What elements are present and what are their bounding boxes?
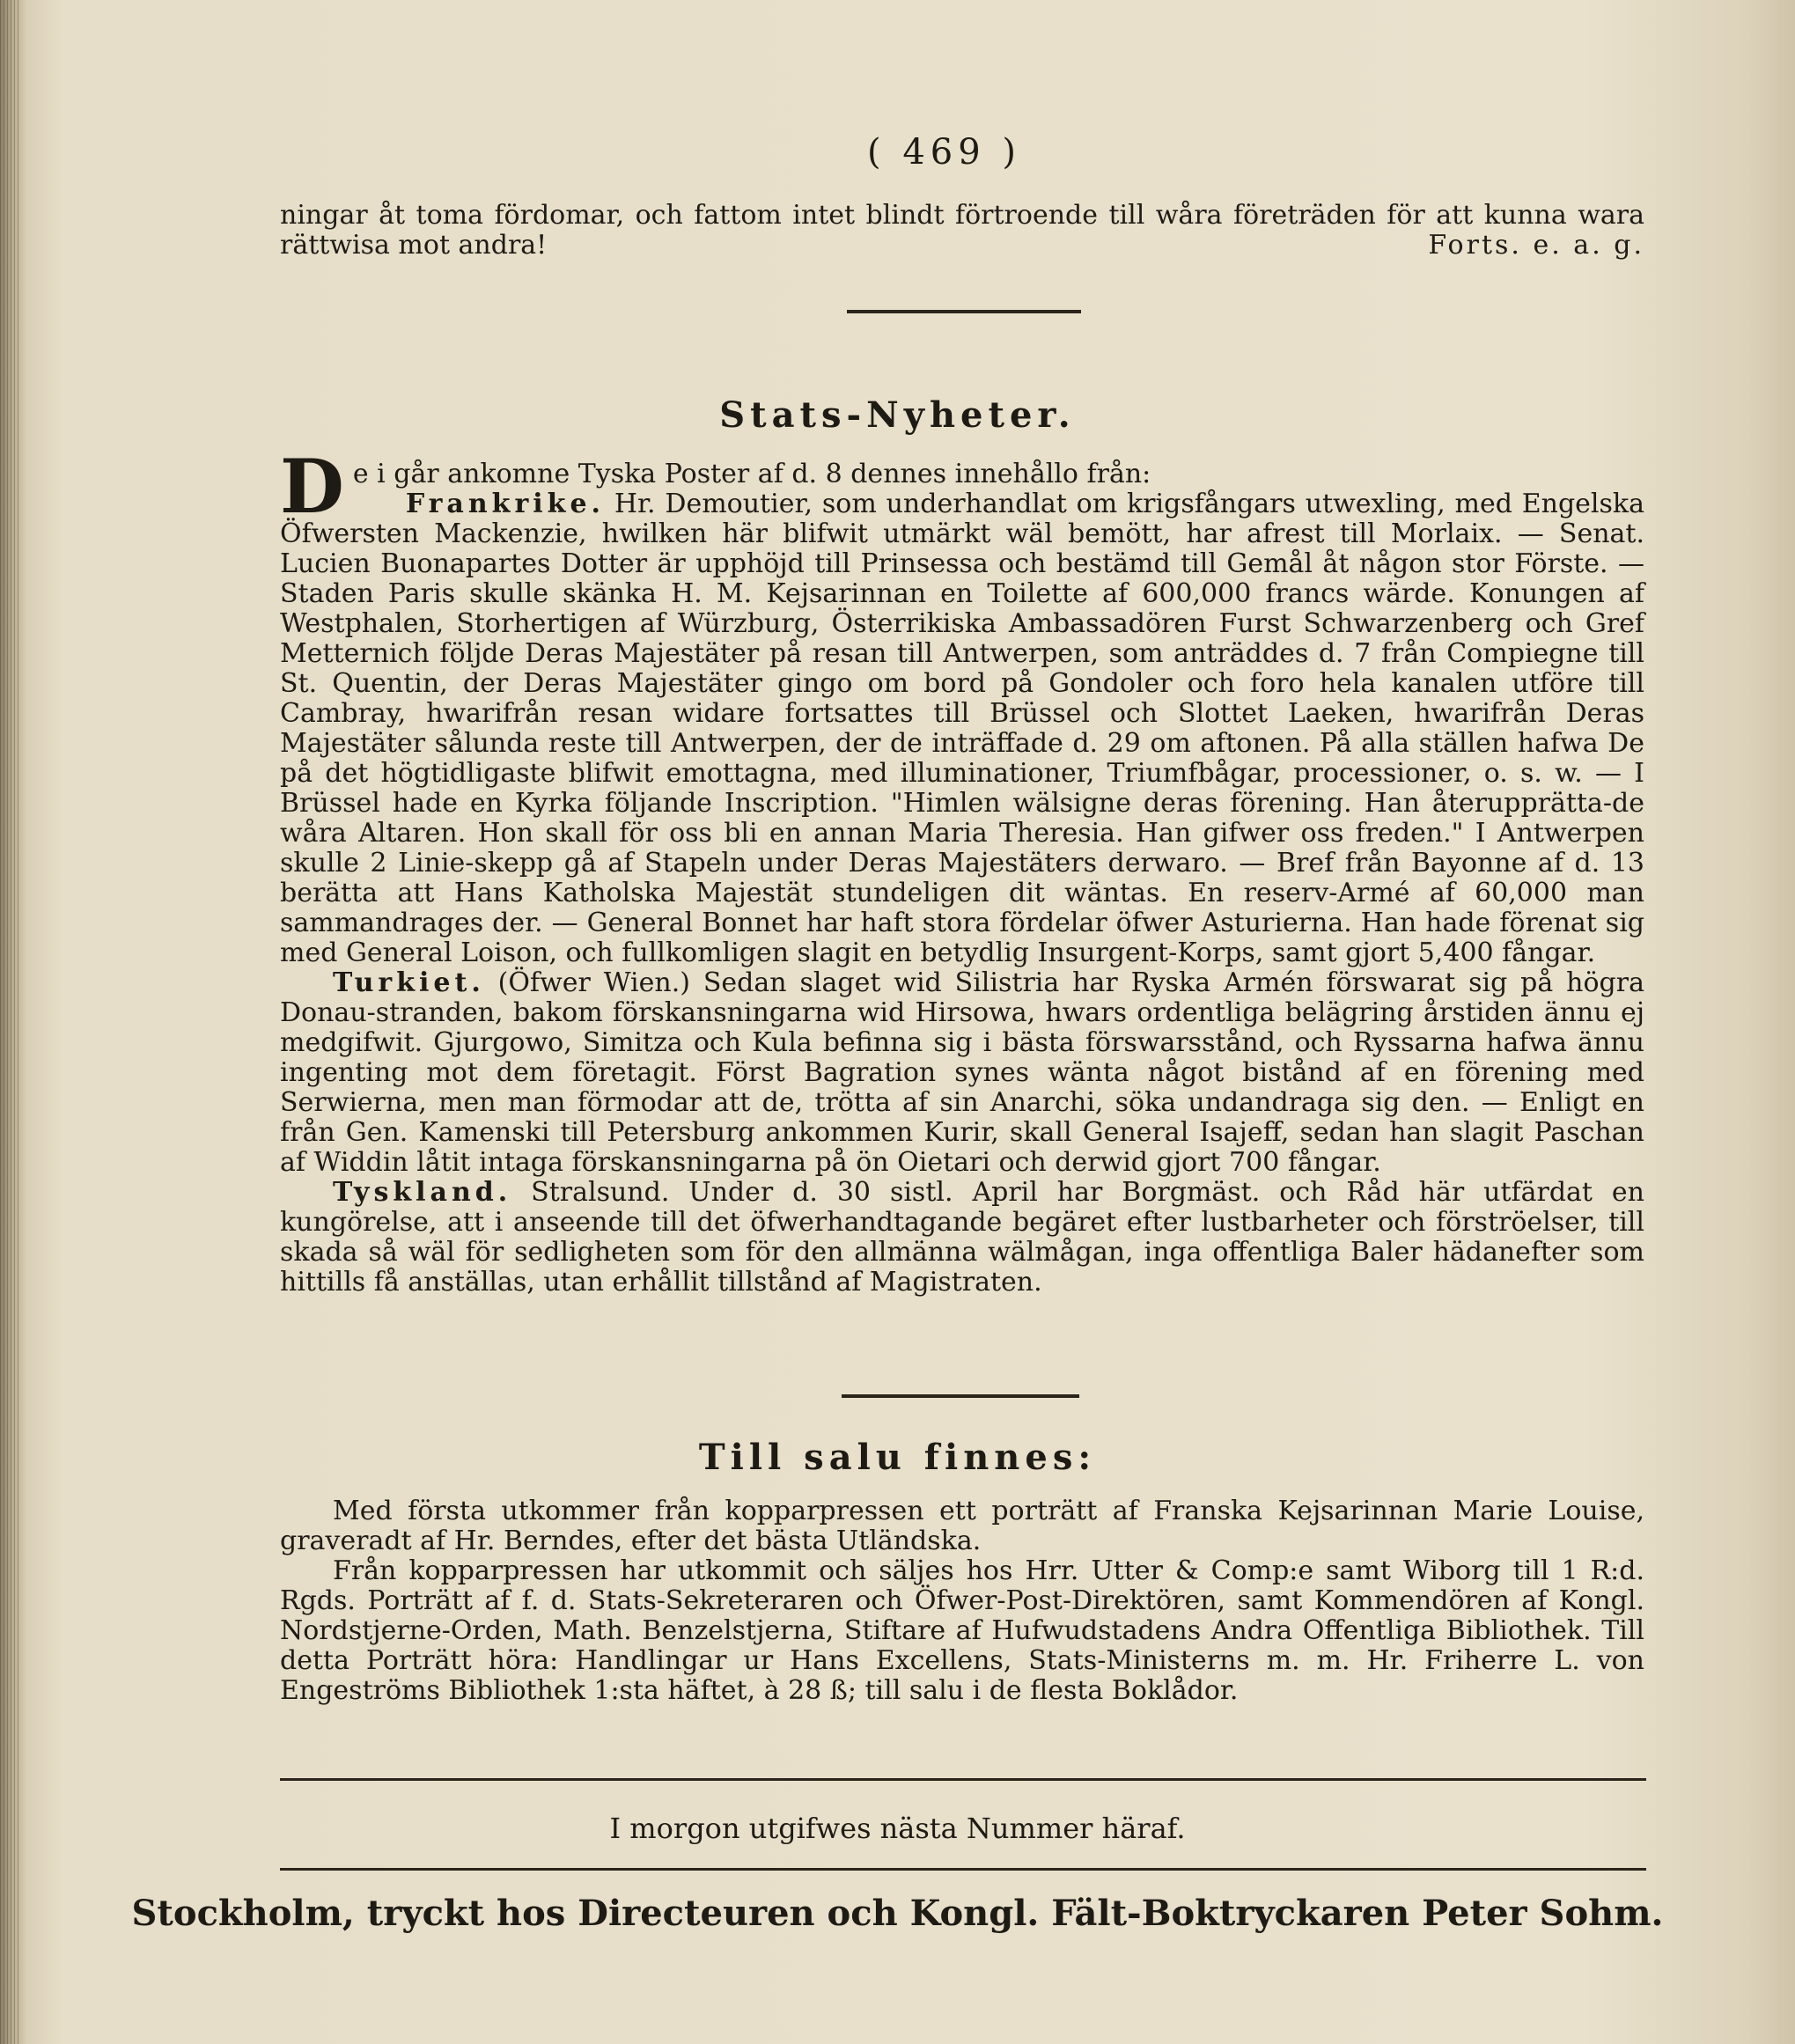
next-number-notice: I morgon utgifwes nästa Nummer häraf. xyxy=(609,1812,1186,1845)
france-paragraph xyxy=(280,489,1644,968)
page-number: ( 469 ) xyxy=(867,132,1021,173)
news-heading: Stats-Nyheter. xyxy=(719,394,1076,436)
turkey-text: (Öfwer Wien.) Sedan slaget wid Silistria har Ryska Armén förswarat sig på högra Donau-stranden, bakom förskansningarna wid Hirsowa, hwars ordentliga belägring årstiden ännu ej medgifwit. Gjurgowo, Simitza och Kula befinna sig i bästa förswarsstånd, och Ryssarna hafwa ännu ingenting mot dem företagit. Först Bagration synes wänta något bistånd af en förening med Serwierna, men man förmodar att de, trötta af sin Anarchi, söka undandraga sig den. — Enligt en från Gen. Kamenski till Petersburg ankommen Kurir, skall General Isajeff, sedan han slagit Paschan af Widdin låtit intaga förskansningarna på ön Oietari och derwid gjort 700 fångar. xyxy=(280,967,1644,1178)
germany-text: Stralsund. Under d. 30 sistl. April har Borgmäst. och Råd här utfärdat en kungörelse, att i anseende till det öfwerhandtagande begäret efter lustbarheter och förströelser, till skada så wäl för sedligheten som för den allmänna wälmågan, inga offentliga Baler hädanefter som hittills få anställas, utan erhållit tillstånd af Magistraten. xyxy=(280,1177,1644,1298)
turkey-label: Turkiet. xyxy=(333,967,485,998)
news-opening-text: e i går ankomne Tyska Poster af d. 8 dennes innehållo från: xyxy=(352,459,1151,489)
france-label: Frankrike. xyxy=(405,489,605,519)
sale-section xyxy=(280,1496,1644,1706)
divider-bottom-2 xyxy=(280,1868,1646,1871)
news-section xyxy=(280,443,1644,1298)
turkey-paragraph xyxy=(280,968,1644,1178)
sale-item-portrait-empress: Med första utkommer från kopparpressen ett porträtt af Franska Kejsarinnan Marie Louise, graveradt af Hr. Berndes, efter det bästa Utländska. xyxy=(280,1496,1644,1556)
intro-paragraph xyxy=(280,201,1644,261)
divider-middle xyxy=(842,1394,1079,1398)
intro-text: ningar åt toma fördomar, och fattom intet blindt förtroende till wåra företräden för att kunna wara rättwisa mot andra! xyxy=(280,200,1644,261)
drop-cap: D xyxy=(280,443,344,530)
divider-bottom-1 xyxy=(280,1778,1646,1781)
continuation-signature: Forts. e. a. g. xyxy=(1428,230,1644,261)
book-spine-edge xyxy=(0,0,21,2044)
sale-heading: Till salu finnes: xyxy=(698,1437,1097,1478)
divider-top xyxy=(847,310,1081,313)
germany-paragraph xyxy=(280,1178,1644,1298)
germany-label: Tyskland. xyxy=(333,1177,512,1208)
printer-imprint: Stockholm, tryckt hos Directeuren och Kongl. Fält-Boktryckaren Peter Sohm. xyxy=(131,1893,1664,1934)
france-text: Hr. Demoutier, som underhandlat om krigsfångars utwexling, med Engelska Öfwersten Mackenzie, hwilken här blifwit utmärkt wäl bemött, har afrest till Morlaix. — Senat. Lucien Buonapartes Dotter är upphöjd till Prinsessa och bestämd till Gemål åt någon stor Förste. — Staden Paris skulle skänka H. M. Kejsarinnan en Toilette af 600,000 francs wärde. Konungen af Westphalen, Storhertigen af Würzburg, Österrikiska Ambassadören Furst Schwarzenberg och Gref Metternich följde Deras Majestäter på resan till Antwerpen, som anträddes d. 7 från Compiegne till St. Quentin, der Deras Majestäter gingo om bord på Gondoler och foro hela kanalen utföre till Cambray, hwarifrån resan widare fortsattes till Brüssel och Slottet Laeken, hwarifrån Deras Majestäter sålunda reste till Antwerpen, der de inträffade d. 29 om aftonen. På alla ställen hafwa De på det högtidligaste blifwit emottagna, med illuminationer, Triumfbågar, processioner, o. s. w. — I Brüssel hade en Kyrka följande Inscription. "Himlen wälsigne deras förening. Han återupprätta-de wåra Altaren. Hon skall för oss bli en annan Maria Theresia. Han gifwer oss freden." I Antwerpen skulle 2 Linie-skepp gå af Stapeln under Deras Majestäters derwaro. — Bref från Bayonne af d. 13 berätta att Hans Katholska Majestät stundeligen dit wäntas. En reserv-Armé af 60,000 man sammandrages der. — General Bonnet har haft stora fördelar öfwer Asturierna. Han hade förenat sig med General Loison, och fullkomligen slagit en betydlig Insurgent-Korps, samt gjort 5,400 fångar. xyxy=(280,489,1644,968)
sale-item-portrait-benzelstjerna: Från kopparpressen har utkommit och säljes hos Hrr. Utter & Comp:e samt Wiborg till 1 R:d. Rgds. Porträtt af f. d. Stats-Sekreteraren och Öfwer-Post-Direktören, samt Kommendören af Kongl. Nordstjerne-Orden, Math. Benzelstjerna, Stiftare af Hufwudstadens Andra Offentliga Bibliothek. Till detta Porträtt höra: Handlingar ur Hans Excellens, Stats-Ministerns m. m. Hr. Friherre L. von Engeströms Bibliothek 1:sta häftet, à 28 ß; till salu i de flesta Boklådor. xyxy=(280,1555,1644,1706)
